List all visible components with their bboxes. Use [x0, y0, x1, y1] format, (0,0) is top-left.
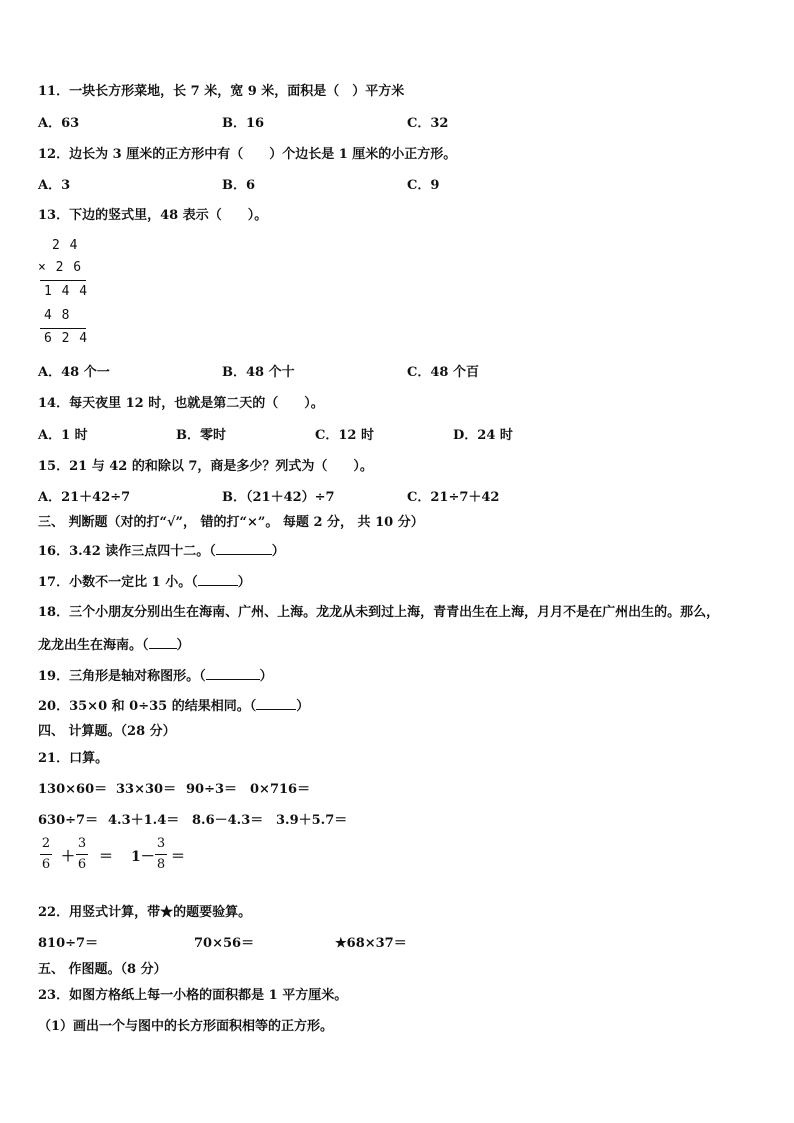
fraction-1-numerator: 2	[41, 836, 51, 851]
oral-calc-4[interactable]: 0×716＝	[250, 782, 311, 797]
q20-close: ）	[296, 699, 310, 714]
vertical-row-1: 2 4	[52, 238, 79, 253]
q14-option-a[interactable]: A．1 时	[38, 428, 88, 443]
one-minus: 1－	[131, 849, 155, 865]
vertical-rule-1	[40, 280, 86, 281]
q17-answer-blank[interactable]	[198, 573, 238, 586]
q19-answer-blank[interactable]	[206, 667, 260, 680]
q19-close: ）	[259, 669, 273, 684]
equals-sign-1: ＝	[99, 849, 113, 865]
q18-text-2: 龙龙出生在海南。（	[38, 638, 149, 653]
q13-option-b[interactable]: B．48 个十	[222, 365, 295, 380]
fraction-1-bar	[40, 854, 52, 855]
q17-close: ）	[237, 575, 251, 590]
question-12: 12．边长为 3 厘米的正方形中有（ ）个边长是 1 厘米的小正方形。	[38, 147, 457, 162]
q20-answer-blank[interactable]	[256, 697, 296, 710]
fraction-3-bar	[155, 854, 167, 855]
q15-option-c[interactable]: C．21÷7＋42	[407, 490, 500, 505]
q12-option-c[interactable]: C．9	[407, 178, 440, 193]
q15-option-a[interactable]: A．21＋42÷7	[38, 490, 131, 505]
question-22: 22．用竖式计算，带★的题要验算。	[38, 905, 252, 920]
q16-close: ）	[271, 544, 285, 559]
vertical-row-4: 4 8	[44, 308, 71, 323]
q14-option-c[interactable]: C．12 时	[315, 428, 374, 443]
oral-calc-7[interactable]: 8.6－4.3＝	[192, 813, 264, 828]
q14-option-d[interactable]: D．24 时	[453, 428, 513, 443]
q13-option-c[interactable]: C．48 个百	[407, 365, 479, 380]
question-17	[38, 573, 251, 591]
question-18-line-2	[38, 636, 190, 654]
q15-option-b[interactable]: B．（21＋42）÷7	[222, 490, 335, 505]
question-14: 14．每天夜里 12 时，也就是第二天的（ ）。	[38, 396, 324, 411]
q16-answer-blank[interactable]	[216, 542, 272, 555]
written-calc-1[interactable]: 810÷7＝	[38, 936, 99, 951]
q11-option-a[interactable]: A．63	[38, 116, 80, 131]
section-5-heading: 五、 作图题。（8 分）	[38, 962, 167, 977]
q18-close: ）	[176, 638, 190, 653]
oral-calc-5[interactable]: 630÷7＝	[38, 813, 99, 828]
q19-text: 19．三角形是轴对称图形。（	[38, 669, 206, 684]
oral-calc-3[interactable]: 90÷3＝	[186, 782, 238, 797]
question-20	[38, 697, 309, 715]
written-calc-3[interactable]: ★68×37＝	[335, 936, 407, 951]
question-23: 23．如图方格纸上每一小格的面积都是 1 平方厘米。	[38, 988, 348, 1003]
fraction-2-bar	[76, 854, 88, 855]
written-calc-2[interactable]: 70×56＝	[194, 936, 255, 951]
question-19	[38, 667, 273, 685]
q11-option-c[interactable]: C．32	[407, 116, 449, 131]
question-16	[38, 542, 285, 560]
q13-option-a[interactable]: A．48 个一	[38, 365, 110, 380]
oral-calc-6[interactable]: 4.3＋1.4＝	[108, 813, 180, 828]
q11-option-b[interactable]: B．16	[222, 116, 265, 131]
section-4-heading: 四、 计算题。（28 分）	[38, 724, 176, 739]
plus-sign: ＋	[61, 849, 75, 865]
fraction-2-numerator: 3	[77, 836, 87, 851]
equals-sign-2: ＝	[171, 849, 185, 865]
q12-option-b[interactable]: B．6	[222, 178, 256, 193]
q18-answer-blank[interactable]	[149, 636, 177, 649]
q20-text: 20．35×0 和 0÷35 的结果相同。（	[38, 699, 257, 714]
vertical-rule-2	[40, 328, 86, 329]
fraction-1-denominator: 6	[41, 857, 51, 872]
question-23-part-1: （1）画出一个与图中的长方形面积相等的正方形。	[38, 1019, 334, 1034]
question-11: 11．一块长方形菜地，长 7 米，宽 9 米，面积是（ ）平方米	[38, 84, 405, 99]
oral-calc-8[interactable]: 3.9＋5.7＝	[276, 813, 348, 828]
fraction-2-denominator: 6	[77, 857, 87, 872]
q14-option-b[interactable]: B．零时	[176, 428, 226, 443]
fraction-3-numerator: 3	[156, 836, 166, 851]
oral-calc-1[interactable]: 130×60＝	[38, 782, 108, 797]
section-3-heading: 三、 判断题（对的打“√”， 错的打“×”。 每题 2 分， 共 10 分）	[38, 515, 424, 530]
q16-text: 16．3.42 读作三点四十二。（	[38, 544, 216, 559]
question-18: 18．三个小朋友分别出生在海南、广州、上海。龙龙从未到过上海，青青出生在上海，月月不是在广州出生的。那么，	[38, 605, 720, 620]
fraction-3-denominator: 8	[156, 857, 166, 872]
vertical-row-2: × 2 6	[38, 260, 83, 275]
vertical-row-3: 1 4 4	[44, 284, 89, 299]
question-21: 21．口算。	[38, 751, 109, 766]
vertical-row-5: 6 2 4	[44, 331, 89, 346]
q12-option-a[interactable]: A．3	[38, 178, 71, 193]
q17-text: 17．小数不一定比 1 小。（	[38, 575, 198, 590]
question-13: 13．下边的竖式里，48 表示（ ）。	[38, 208, 268, 223]
question-15: 15．21 与 42 的和除以 7，商是多少？列式为（ ）。	[38, 459, 373, 474]
oral-calc-2[interactable]: 33×30＝	[116, 782, 177, 797]
